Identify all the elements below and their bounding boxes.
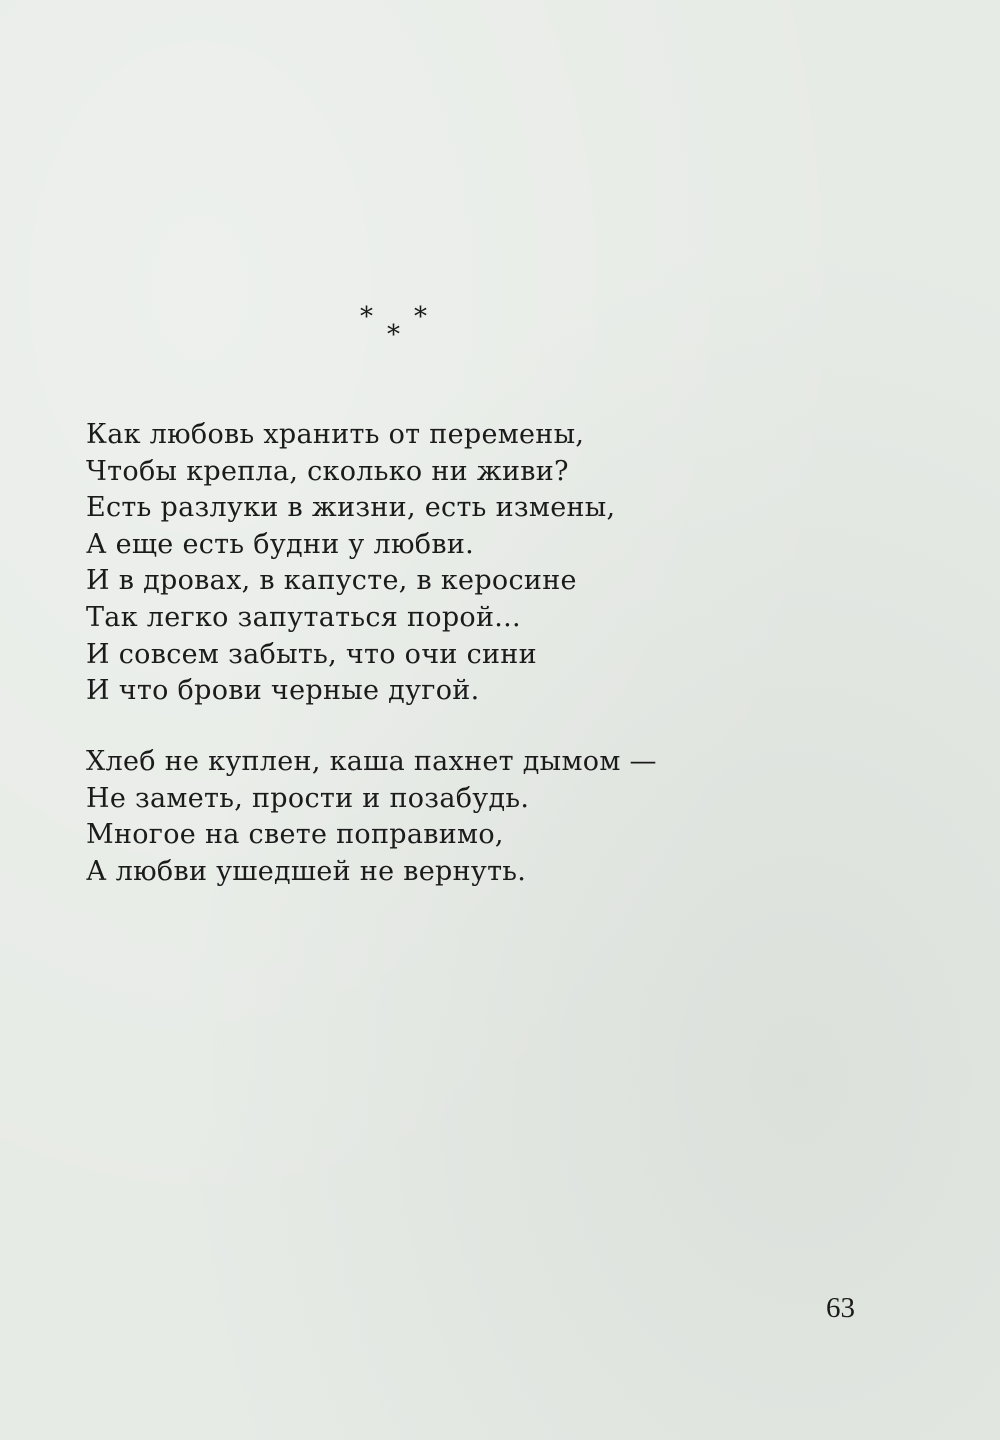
section-separator: [352, 302, 442, 352]
poem-line: Многое на свете поправимо,: [86, 819, 504, 851]
poem-line: А любви ушедшей не вернуть.: [86, 855, 527, 887]
poem-stanza-2: [86, 744, 657, 890]
poem-line: Так легко запутаться порой...: [86, 601, 521, 633]
asterisk: *: [387, 320, 400, 350]
asterisk: *: [360, 302, 373, 332]
poem-line: Не заметь, прости и позабудь.: [86, 782, 530, 814]
poem-line: И в дровах, в капусте, в керосине: [86, 565, 577, 597]
poem-stanza-1: [86, 417, 615, 710]
poem-line: Как любовь хранить от перемены,: [86, 419, 585, 450]
asterisk: *: [414, 302, 427, 332]
poem-line: И что брови черные дугой.: [86, 675, 480, 707]
poem-line: И совсем забыть, что очи сини: [86, 638, 537, 670]
poem-line: Чтобы крепла, сколько ни живи?: [86, 455, 569, 487]
poem-line: А еще есть будни у любви.: [86, 528, 474, 560]
poem-line: Хлеб не куплен, каша пахнет дымом —: [86, 746, 657, 777]
poem-line: Есть разлуки в жизни, есть измены,: [86, 492, 616, 524]
page-number: 63: [826, 1292, 855, 1324]
